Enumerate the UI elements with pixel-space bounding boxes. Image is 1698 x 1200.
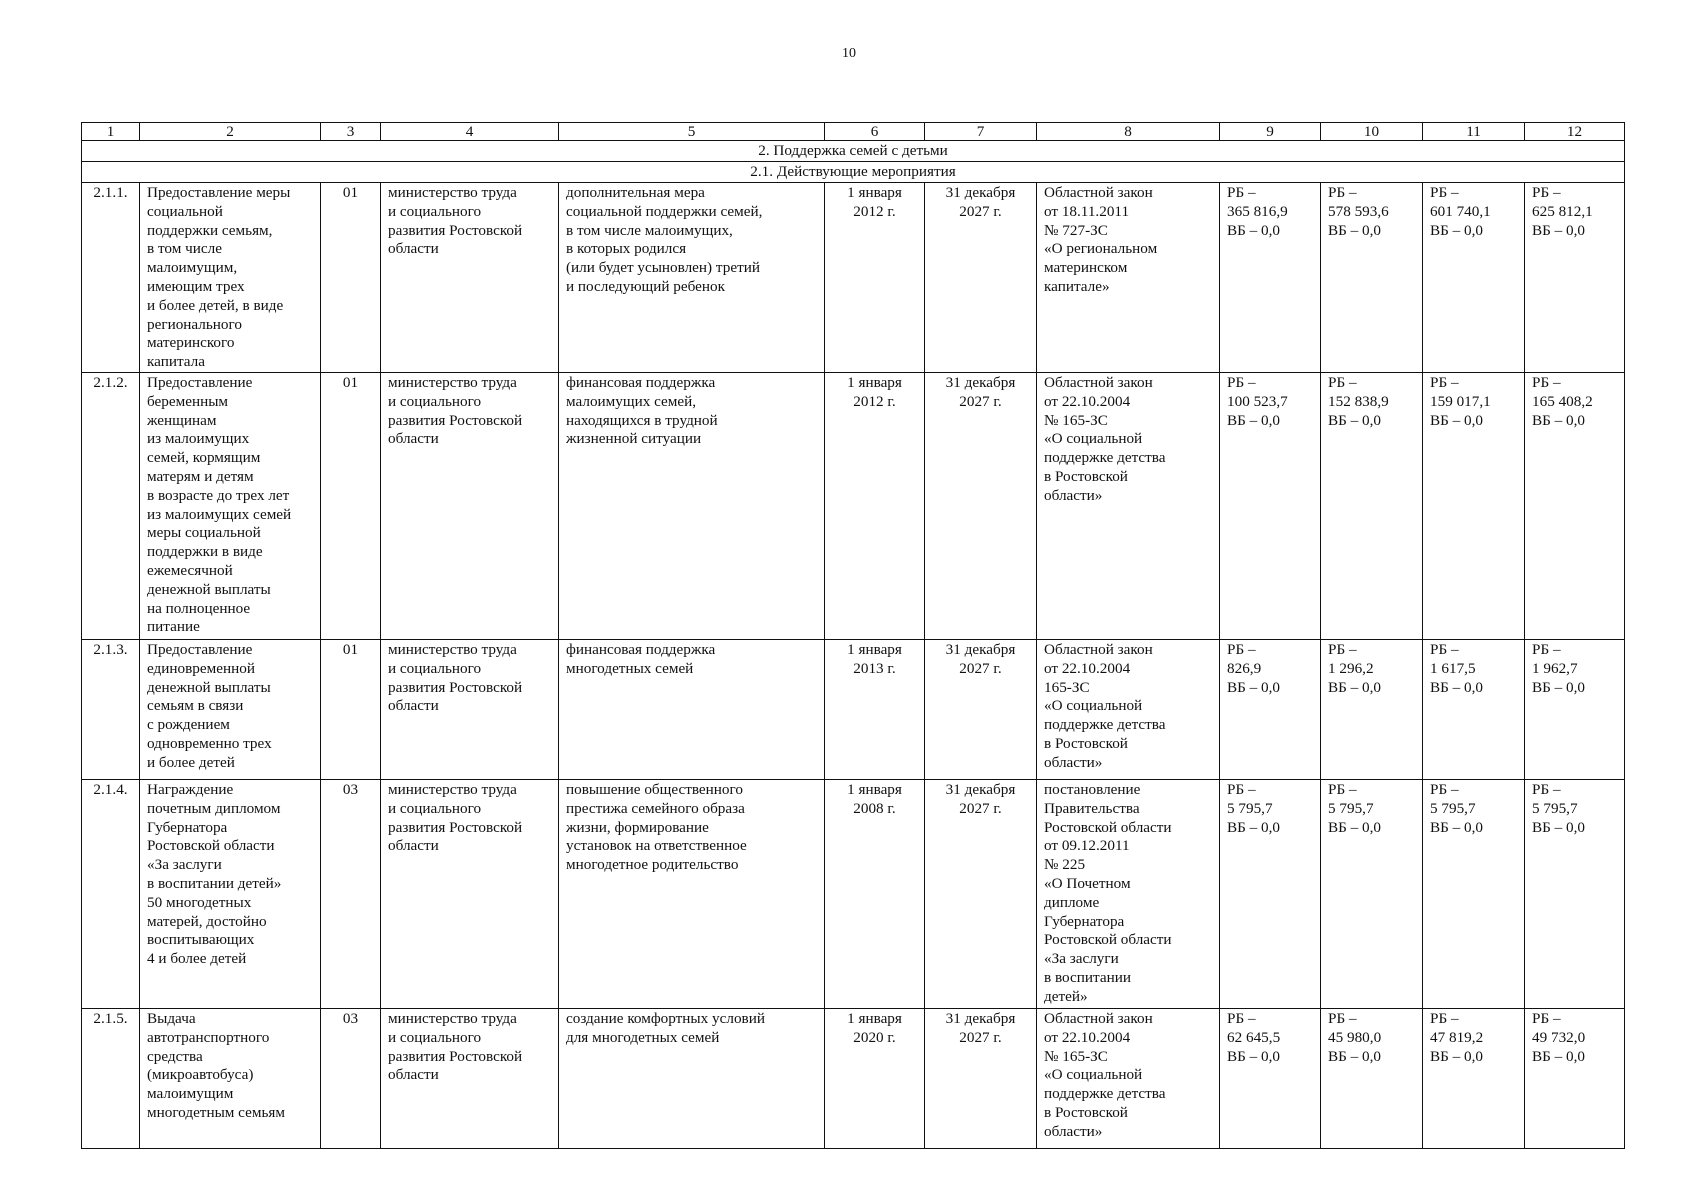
measure-legal-basis: постановление Правительства Ростовской области от 09.12.2011 № 225 «О Почетном дипломе Губернатора Ростовской области «За заслуги в воспитании детей» <box>1037 780 1220 1009</box>
column-number: 2 <box>140 123 321 141</box>
funding-vb: ВБ – 0,0 <box>1328 678 1382 696</box>
funding-vb: ВБ – 0,0 <box>1430 678 1484 696</box>
funding-cell <box>1220 1009 1321 1149</box>
measure-legal-basis: Областной закон от 22.10.2004 № 165-ЗС «О социальной поддержке детства в Ростовской области» <box>1037 373 1220 640</box>
funding-vb: ВБ – 0,0 <box>1328 1047 1382 1065</box>
measure-description: дополнительная мера социальной поддержки семей, в том числе малоимущих, в которых родился (или будет усыновлен) третий и последующий ребенок <box>559 183 825 373</box>
measure-start-date: 1 января 2008 г. <box>825 780 925 1009</box>
measure-description: финансовая поддержка малоимущих семей, находящихся в трудной жизненной ситуации <box>559 373 825 640</box>
page-number: 10 <box>842 46 856 61</box>
column-number: 6 <box>825 123 925 141</box>
funding-rb: РБ – 5 795,7 <box>1532 781 1578 817</box>
measure-code: 03 <box>321 780 381 1009</box>
funding-cell <box>1423 183 1525 373</box>
funding-vb: ВБ – 0,0 <box>1227 678 1281 696</box>
measure-start-date: 1 января 2012 г. <box>825 183 925 373</box>
funding-cell <box>1321 640 1423 780</box>
measure-number: 2.1.3. <box>82 640 140 780</box>
funding-vb: ВБ – 0,0 <box>1227 221 1281 239</box>
measure-start-date: 1 января 2020 г. <box>825 1009 925 1149</box>
funding-vb: ВБ – 0,0 <box>1430 411 1484 429</box>
funding-rb: РБ – 365 816,9 <box>1227 184 1288 220</box>
funding-rb: РБ – 578 593,6 <box>1328 184 1389 220</box>
funding-cell <box>1220 640 1321 780</box>
measure-number: 2.1.2. <box>82 373 140 640</box>
funding-rb: РБ – 826,9 <box>1227 641 1262 677</box>
funding-cell <box>1423 1009 1525 1149</box>
funding-cell <box>1423 373 1525 640</box>
funding-cell <box>1321 373 1423 640</box>
column-number: 3 <box>321 123 381 141</box>
measure-name: Выдача автотранспортного средства (микроавтобуса) малоимущим многодетным семьям <box>140 1009 321 1149</box>
funding-vb: ВБ – 0,0 <box>1227 818 1281 836</box>
funding-cell <box>1220 183 1321 373</box>
column-number: 8 <box>1037 123 1220 141</box>
table-row <box>82 183 1625 373</box>
measure-end-date: 31 декабря 2027 г. <box>925 640 1037 780</box>
funding-vb: ВБ – 0,0 <box>1430 221 1484 239</box>
funding-rb: РБ – 45 980,0 <box>1328 1010 1382 1046</box>
measure-end-date: 31 декабря 2027 г. <box>925 373 1037 640</box>
funding-cell <box>1220 780 1321 1009</box>
column-number: 9 <box>1220 123 1321 141</box>
measure-code: 03 <box>321 1009 381 1149</box>
funding-rb: РБ – 165 408,2 <box>1532 374 1593 410</box>
section-title: 2. Поддержка семей с детьми <box>82 141 1625 162</box>
column-number: 1 <box>82 123 140 141</box>
funding-cell <box>1220 373 1321 640</box>
funding-rb: РБ – 62 645,5 <box>1227 1010 1281 1046</box>
subsection-row <box>82 162 1625 183</box>
measure-number: 2.1.5. <box>82 1009 140 1149</box>
subsection-title: 2.1. Действующие мероприятия <box>82 162 1625 183</box>
funding-rb: РБ – 625 812,1 <box>1532 184 1593 220</box>
funding-cell <box>1525 1009 1625 1149</box>
measure-start-date: 1 января 2013 г. <box>825 640 925 780</box>
measure-end-date: 31 декабря 2027 г. <box>925 1009 1037 1149</box>
funding-cell <box>1525 183 1625 373</box>
funding-rb: РБ – 49 732,0 <box>1532 1010 1586 1046</box>
measure-name: Награждение почетным дипломом Губернатора Ростовской области «За заслуги в воспитании детей» 50 многодетных матерей, достойно воспитывающих 4 и более детей <box>140 780 321 1009</box>
measure-description: создание комфортных условий для многодетных семей <box>559 1009 825 1149</box>
funding-rb: РБ – 100 523,7 <box>1227 374 1288 410</box>
measure-code: 01 <box>321 373 381 640</box>
funding-cell <box>1423 780 1525 1009</box>
measure-name: Предоставление меры социальной поддержки семьям, в том числе малоимущим, имеющим трех и более детей, в виде регионального материнского капитала <box>140 183 321 373</box>
column-number: 5 <box>559 123 825 141</box>
funding-rb: РБ – 1 617,5 <box>1430 641 1476 677</box>
measure-executor: министерство труда и социального развития Ростовской области <box>381 1009 559 1149</box>
measure-executor: министерство труда и социального развития Ростовской области <box>381 373 559 640</box>
column-number: 12 <box>1525 123 1625 141</box>
funding-rb: РБ – 601 740,1 <box>1430 184 1491 220</box>
funding-rb: РБ – 5 795,7 <box>1430 781 1476 817</box>
funding-vb: ВБ – 0,0 <box>1227 411 1281 429</box>
funding-vb: ВБ – 0,0 <box>1532 221 1586 239</box>
measure-end-date: 31 декабря 2027 г. <box>925 780 1037 1009</box>
column-number: 11 <box>1423 123 1525 141</box>
funding-vb: ВБ – 0,0 <box>1532 411 1586 429</box>
measure-description: повышение общественного престижа семейного образа жизни, формирование установок на ответственное многодетное родительство <box>559 780 825 1009</box>
funding-vb: ВБ – 0,0 <box>1430 1047 1484 1065</box>
measure-legal-basis: Областной закон от 22.10.2004 165-ЗС «О социальной поддержке детства в Ростовской области» <box>1037 640 1220 780</box>
table-row <box>82 1009 1625 1149</box>
measure-number: 2.1.1. <box>82 183 140 373</box>
funding-vb: ВБ – 0,0 <box>1328 818 1382 836</box>
measure-executor: министерство труда и социального развития Ростовской области <box>381 183 559 373</box>
funding-rb: РБ – 1 296,2 <box>1328 641 1374 677</box>
measure-code: 01 <box>321 183 381 373</box>
measures-table <box>81 122 1625 1149</box>
funding-rb: РБ – 5 795,7 <box>1328 781 1374 817</box>
measure-number: 2.1.4. <box>82 780 140 1009</box>
funding-cell <box>1525 373 1625 640</box>
funding-cell <box>1321 780 1423 1009</box>
measure-start-date: 1 января 2012 г. <box>825 373 925 640</box>
measure-description: финансовая поддержка многодетных семей <box>559 640 825 780</box>
funding-rb: РБ – 47 819,2 <box>1430 1010 1484 1046</box>
column-number: 4 <box>381 123 559 141</box>
funding-cell <box>1321 183 1423 373</box>
funding-cell <box>1423 640 1525 780</box>
funding-cell <box>1525 780 1625 1009</box>
table-row <box>82 373 1625 640</box>
funding-vb: ВБ – 0,0 <box>1532 1047 1586 1065</box>
measure-code: 01 <box>321 640 381 780</box>
funding-vb: ВБ – 0,0 <box>1430 818 1484 836</box>
funding-vb: ВБ – 0,0 <box>1532 678 1586 696</box>
measure-legal-basis: Областной закон от 22.10.2004 № 165-ЗС «О социальной поддержке детства в Ростовской области» <box>1037 1009 1220 1149</box>
table-row <box>82 640 1625 780</box>
funding-cell <box>1321 1009 1423 1149</box>
measure-name: Предоставление беременным женщинам из малоимущих семей, кормящим матерям и детям в возрасте до трех лет из малоимущих семей меры социальной поддержки в виде ежемесячной денежной выплаты на полноценное питание <box>140 373 321 640</box>
column-number: 7 <box>925 123 1037 141</box>
funding-cell <box>1525 640 1625 780</box>
funding-vb: ВБ – 0,0 <box>1227 1047 1281 1065</box>
measure-name: Предоставление единовременной денежной выплаты семьям в связи с рождением одновременно трех и более детей <box>140 640 321 780</box>
funding-rb: РБ – 152 838,9 <box>1328 374 1389 410</box>
funding-vb: ВБ – 0,0 <box>1328 221 1382 239</box>
column-number: 10 <box>1321 123 1423 141</box>
funding-vb: ВБ – 0,0 <box>1532 818 1586 836</box>
table-row <box>82 780 1625 1009</box>
funding-rb: РБ – 5 795,7 <box>1227 781 1273 817</box>
funding-rb: РБ – 159 017,1 <box>1430 374 1491 410</box>
funding-rb: РБ – 1 962,7 <box>1532 641 1578 677</box>
measure-executor: министерство труда и социального развития Ростовской области <box>381 640 559 780</box>
section-row <box>82 141 1625 162</box>
measure-end-date: 31 декабря 2027 г. <box>925 183 1037 373</box>
column-number-row <box>82 123 1625 141</box>
measure-legal-basis: Областной закон от 18.11.2011 № 727-ЗС «О региональном материнском капитале» <box>1037 183 1220 373</box>
funding-vb: ВБ – 0,0 <box>1328 411 1382 429</box>
measure-executor: министерство труда и социального развития Ростовской области <box>381 780 559 1009</box>
